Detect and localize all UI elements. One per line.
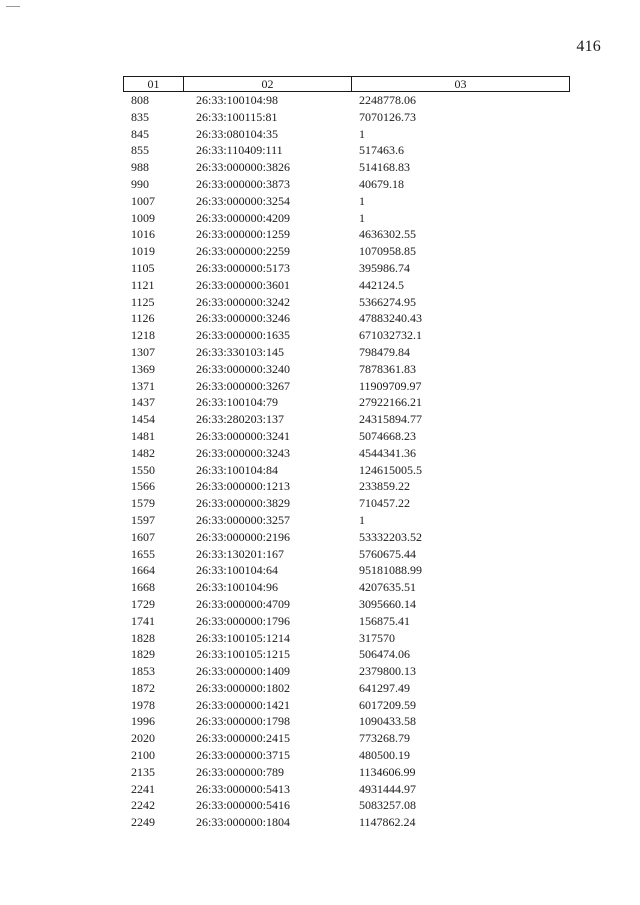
cell-number: 1664 xyxy=(131,563,155,578)
cell-number: 808 xyxy=(131,93,149,107)
table-row xyxy=(0,562,640,579)
table-row xyxy=(0,529,640,546)
table-body xyxy=(0,92,640,831)
cell-cadastral-id: 26:33:100105:1215 xyxy=(196,647,291,662)
cell-cadastral-id: 26:33:000000:3826 xyxy=(196,160,291,175)
table-row xyxy=(0,445,640,462)
cell-cadastral-id: 26:33:000000:3267 xyxy=(196,378,291,393)
table-row xyxy=(0,512,640,529)
table-row xyxy=(0,243,640,260)
cell-number: 1607 xyxy=(131,529,155,544)
table-row xyxy=(0,210,640,227)
cell-cadastral-id: 26:33:000000:1796 xyxy=(196,613,291,628)
cell-cadastral-id: 26:33:100104:98 xyxy=(196,93,279,107)
cell-value: 47883240.43 xyxy=(359,311,422,326)
cell-cadastral-id: 26:33:000000:2415 xyxy=(196,731,291,746)
cell-value: 6017209.59 xyxy=(359,697,416,712)
cell-value: 2379800.13 xyxy=(359,664,416,679)
table-row xyxy=(0,646,640,663)
table-row xyxy=(0,781,640,798)
cell-value: 641297.49 xyxy=(359,680,410,695)
cell-number: 1655 xyxy=(131,546,155,561)
cell-value: 27922166.21 xyxy=(359,395,422,410)
cell-cadastral-id: 26:33:000000:1802 xyxy=(196,680,291,695)
cell-number: 1741 xyxy=(131,613,155,628)
table-row xyxy=(0,378,640,395)
cell-cadastral-id: 26:33:000000:2196 xyxy=(196,529,291,544)
cell-number: 2242 xyxy=(131,798,155,813)
cell-value: 1 xyxy=(359,193,365,208)
corner-mark xyxy=(6,6,20,7)
cell-cadastral-id: 26:33:100104:96 xyxy=(196,580,279,595)
cell-value: 7070126.73 xyxy=(359,109,416,124)
cell-number: 845 xyxy=(131,126,149,141)
cell-value: 11909709.97 xyxy=(359,378,422,393)
cell-cadastral-id: 26:33:080104:35 xyxy=(196,126,279,141)
cell-number: 2249 xyxy=(131,815,155,830)
cell-value: 4636302.55 xyxy=(359,227,416,242)
cell-number: 1454 xyxy=(131,412,155,427)
table-row xyxy=(0,814,640,831)
column-header-02: 02 xyxy=(183,77,351,91)
cell-value: 798479.84 xyxy=(359,344,410,359)
table-row xyxy=(0,176,640,193)
table-row xyxy=(0,126,640,143)
table-row xyxy=(0,680,640,697)
cell-number: 1019 xyxy=(131,244,155,259)
table-row xyxy=(0,159,640,176)
cell-value: 95181088.99 xyxy=(359,563,422,578)
cell-value: 5083257.08 xyxy=(359,798,416,813)
cell-number: 1996 xyxy=(131,714,155,729)
table-row xyxy=(0,428,640,445)
cell-number: 2241 xyxy=(131,781,155,796)
cell-number: 1369 xyxy=(131,361,155,376)
table-header xyxy=(123,76,570,92)
cell-number: 855 xyxy=(131,143,149,158)
table-row xyxy=(0,226,640,243)
cell-value: 4931444.97 xyxy=(359,781,416,796)
cell-value: 1134606.99 xyxy=(359,764,416,779)
cell-cadastral-id: 26:33:000000:3246 xyxy=(196,311,291,326)
cell-cadastral-id: 26:33:000000:1804 xyxy=(196,815,291,830)
table-row xyxy=(0,713,640,730)
table-row xyxy=(0,579,640,596)
table-row xyxy=(0,478,640,495)
cell-value: 1090433.58 xyxy=(359,714,416,729)
cell-cadastral-id: 26:33:280203:137 xyxy=(196,412,285,427)
cell-value: 442124.5 xyxy=(359,277,404,292)
cell-number: 835 xyxy=(131,109,149,124)
cell-cadastral-id: 26:33:000000:789 xyxy=(196,764,285,779)
cell-number: 1550 xyxy=(131,462,155,477)
table-row xyxy=(0,260,640,277)
cell-cadastral-id: 26:33:000000:1421 xyxy=(196,697,291,712)
table-row xyxy=(0,344,640,361)
cell-value: 233859.22 xyxy=(359,479,410,494)
cell-number: 1481 xyxy=(131,428,155,443)
cell-cadastral-id: 26:33:000000:1635 xyxy=(196,328,291,343)
cell-number: 1566 xyxy=(131,479,155,494)
cell-cadastral-id: 26:33:000000:3715 xyxy=(196,748,291,763)
cell-number: 1105 xyxy=(131,260,155,275)
cell-cadastral-id: 26:33:000000:3257 xyxy=(196,512,291,527)
cell-number: 1668 xyxy=(131,580,155,595)
table-row xyxy=(0,495,640,512)
table-row xyxy=(0,730,640,747)
cell-value: 671032732.1 xyxy=(359,328,422,343)
cell-number: 1872 xyxy=(131,680,155,695)
table-row xyxy=(0,613,640,630)
cell-value: 710457.22 xyxy=(359,496,410,511)
cell-number: 1218 xyxy=(131,328,155,343)
table-row xyxy=(0,596,640,613)
table-row xyxy=(0,294,640,311)
cell-cadastral-id: 26:33:000000:5416 xyxy=(196,798,291,813)
cell-value: 773268.79 xyxy=(359,731,410,746)
cell-cadastral-id: 26:33:000000:3242 xyxy=(196,294,291,309)
cell-cadastral-id: 26:33:000000:3240 xyxy=(196,361,291,376)
cell-cadastral-id: 26:33:100104:84 xyxy=(196,462,279,477)
cell-number: 1125 xyxy=(131,294,155,309)
cell-number: 1579 xyxy=(131,496,155,511)
cell-value: 1147862.24 xyxy=(359,815,416,830)
cell-cadastral-id: 26:33:100105:1214 xyxy=(196,630,291,645)
table-row xyxy=(0,109,640,126)
cell-cadastral-id: 26:33:000000:1409 xyxy=(196,664,291,679)
cell-cadastral-id: 26:33:330103:145 xyxy=(196,344,285,359)
cell-value: 517463.6 xyxy=(359,143,404,158)
table-row xyxy=(0,361,640,378)
cell-value: 5760675.44 xyxy=(359,546,416,561)
cell-cadastral-id: 26:33:000000:3601 xyxy=(196,277,291,292)
cell-number: 1007 xyxy=(131,193,155,208)
table-row xyxy=(0,764,640,781)
cell-number: 1853 xyxy=(131,664,155,679)
cell-number: 1437 xyxy=(131,395,155,410)
cell-number: 1978 xyxy=(131,697,155,712)
page-number: 416 xyxy=(576,38,601,55)
cell-value: 7878361.83 xyxy=(359,361,416,376)
cell-cadastral-id: 26:33:100104:64 xyxy=(196,563,279,578)
table-row xyxy=(0,310,640,327)
cell-value: 1 xyxy=(359,512,365,527)
table-row xyxy=(0,327,640,344)
table-row xyxy=(0,747,640,764)
table-row xyxy=(0,142,640,159)
cell-number: 1597 xyxy=(131,512,155,527)
cell-value: 156875.41 xyxy=(359,613,410,628)
table-row xyxy=(0,411,640,428)
cell-number: 1307 xyxy=(131,344,155,359)
column-header-01: 01 xyxy=(147,77,160,91)
cell-number: 1371 xyxy=(131,378,155,393)
cell-cadastral-id: 26:33:000000:3243 xyxy=(196,445,291,460)
cell-number: 1009 xyxy=(131,210,155,225)
cell-value: 24315894.77 xyxy=(359,412,422,427)
cell-cadastral-id: 26:33:000000:3241 xyxy=(196,428,291,443)
cell-cadastral-id: 26:33:130201:167 xyxy=(196,546,285,561)
cell-value: 317570 xyxy=(359,630,395,645)
cell-number: 1829 xyxy=(131,647,155,662)
table-row xyxy=(0,697,640,714)
cell-value: 1 xyxy=(359,126,365,141)
cell-value: 3095660.14 xyxy=(359,596,416,611)
cell-number: 988 xyxy=(131,160,149,175)
cell-number: 2135 xyxy=(131,764,155,779)
cell-value: 40679.18 xyxy=(359,176,404,191)
cell-value: 4544341.36 xyxy=(359,445,416,460)
cell-cadastral-id: 26:33:000000:4709 xyxy=(196,596,291,611)
table-row xyxy=(0,663,640,680)
cell-cadastral-id: 26:33:000000:3829 xyxy=(196,496,291,511)
table-row xyxy=(0,277,640,294)
cell-number: 2100 xyxy=(131,748,155,763)
cell-cadastral-id: 26:33:100115:81 xyxy=(196,109,278,124)
cell-value: 5366274.95 xyxy=(359,294,416,309)
cell-cadastral-id: 26:33:100104:79 xyxy=(196,395,279,410)
cell-value: 514168.83 xyxy=(359,160,410,175)
column-header-03: 03 xyxy=(351,77,569,91)
cell-cadastral-id: 26:33:000000:1259 xyxy=(196,227,291,242)
cell-number: 1121 xyxy=(131,277,155,292)
cell-cadastral-id: 26:33:000000:3873 xyxy=(196,176,291,191)
table-row xyxy=(0,797,640,814)
cell-number: 1828 xyxy=(131,630,155,645)
cell-number: 1482 xyxy=(131,445,155,460)
cell-value: 2248778.06 xyxy=(359,93,416,107)
cell-cadastral-id: 26:33:000000:5413 xyxy=(196,781,291,796)
table-row xyxy=(0,630,640,647)
cell-value: 5074668.23 xyxy=(359,428,416,443)
cell-cadastral-id: 26:33:000000:2259 xyxy=(196,244,291,259)
table-row xyxy=(0,546,640,563)
cell-number: 2020 xyxy=(131,731,155,746)
cell-value: 53332203.52 xyxy=(359,529,422,544)
cell-number: 990 xyxy=(131,176,149,191)
cell-value: 124615005.5 xyxy=(359,462,422,477)
table-row xyxy=(0,462,640,479)
cell-number: 1126 xyxy=(131,311,155,326)
cell-cadastral-id: 26:33:000000:4209 xyxy=(196,210,291,225)
table-row xyxy=(0,193,640,210)
cell-cadastral-id: 26:33:000000:3254 xyxy=(196,193,291,208)
cell-cadastral-id: 26:33:110409:111 xyxy=(196,143,283,158)
cell-value: 1 xyxy=(359,210,365,225)
table-row xyxy=(0,92,640,109)
cell-number: 1729 xyxy=(131,596,155,611)
cell-value: 4207635.51 xyxy=(359,580,416,595)
cell-value: 480500.19 xyxy=(359,748,410,763)
table-row xyxy=(0,394,640,411)
cell-value: 395986.74 xyxy=(359,260,410,275)
cell-value: 1070958.85 xyxy=(359,244,416,259)
cell-cadastral-id: 26:33:000000:1798 xyxy=(196,714,291,729)
cell-number: 1016 xyxy=(131,227,155,242)
cell-cadastral-id: 26:33:000000:1213 xyxy=(196,479,291,494)
cell-value: 506474.06 xyxy=(359,647,410,662)
cell-cadastral-id: 26:33:000000:5173 xyxy=(196,260,291,275)
